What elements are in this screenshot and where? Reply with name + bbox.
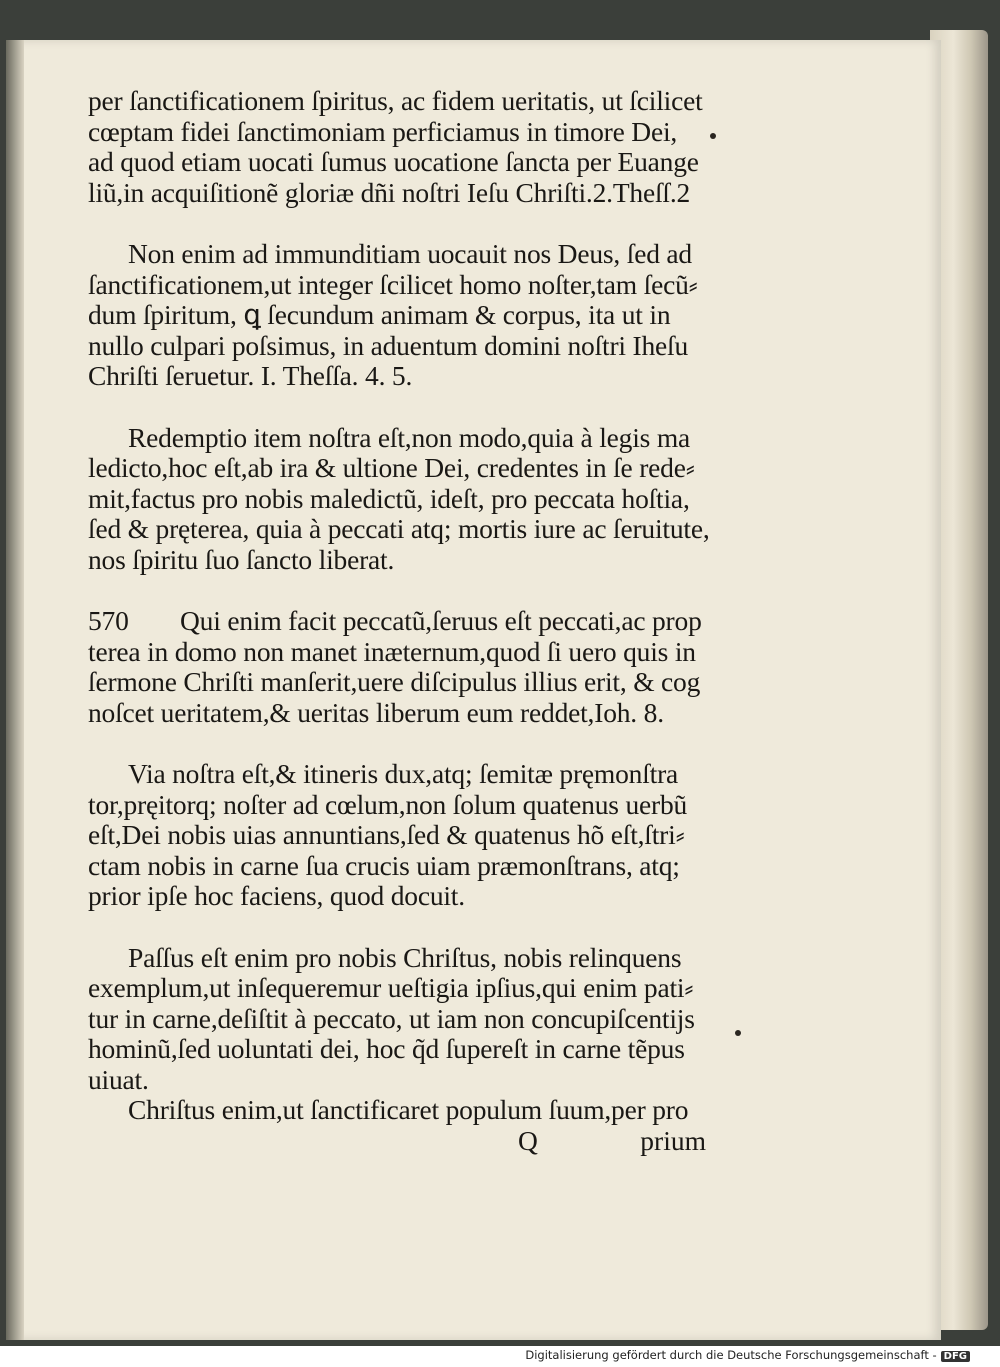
catchword: prium bbox=[640, 1124, 706, 1156]
paragraph-1 bbox=[88, 86, 718, 208]
text-line: exemplum,ut inſequeremur ueſtigia ipſius,qui enim pati⸗ bbox=[88, 972, 694, 1003]
dfg-logo: DFG bbox=[941, 1351, 970, 1362]
text-line: hominũ,ſed uoluntati dei, hoc q̃d ſupereſt in carne tẽpus bbox=[88, 1033, 685, 1064]
paragraph-2 bbox=[88, 239, 718, 392]
text-line: Chriſti ſeruetur. I. Theſſa. 4. 5. bbox=[88, 360, 413, 391]
text-line: mit,factus pro nobis maledictũ, ideſt, pro peccata hoſtia, bbox=[88, 482, 690, 514]
text-line: ſermone Chriſti manſerit,uere diſcipulus illius erit, & cog bbox=[88, 666, 701, 697]
text-line: Via noſtra eſt,& itineris dux,atq; ſemitæ pręmonſtra bbox=[128, 758, 679, 789]
text-line-with-margin-number bbox=[88, 606, 718, 637]
text-line: dum ſpiritum, ꝗ ſecundum animam & corpus, ita ut in bbox=[88, 299, 671, 330]
binding-gutter bbox=[6, 40, 24, 1340]
text-line: noſcet ueritatem,& ueritas liberum eum reddet,Ioh. 8. bbox=[88, 696, 664, 728]
paragraph-7 bbox=[88, 1095, 718, 1126]
text-line: tur in carne,deſiſtit à peccato, ut iam non concupiſcentijs bbox=[88, 1002, 695, 1034]
footer-credit bbox=[525, 1348, 970, 1362]
text-line: ctam nobis in carne ſua crucis uiam præmonſtrans, atq; bbox=[88, 849, 680, 881]
text-line: ledicto,hoc eſt,ab ira & ultione Dei, credentes in ſe rede⸗ bbox=[88, 452, 695, 483]
page-foot-marks bbox=[88, 1126, 718, 1158]
ink-dot bbox=[710, 133, 716, 139]
text-line: Redemptio item noſtra eſt,non modo,quia à legis ma bbox=[128, 421, 691, 453]
text-line: ſed & pręterea, quia à peccati atq; mortis iure ac ſeruitute, bbox=[88, 513, 710, 544]
text-line: nullo culpari poſsimus, in aduentum domini noſtri Iheſu bbox=[88, 329, 689, 361]
text-line: Chriſtus enim,ut ſanctificaret populum ſuum,per pro bbox=[128, 1094, 689, 1125]
margin-number: 570 bbox=[88, 605, 129, 636]
text-line: cœptam fidei ſanctimoniam perficiamus in timore Dei, bbox=[88, 115, 678, 147]
paragraph-6 bbox=[88, 943, 718, 1096]
text-line: ad quod etiam uocati ſumus uocatione ſancta per Euange bbox=[88, 146, 699, 177]
paragraph-3 bbox=[88, 423, 718, 576]
text-line: liũ,in acquiſitionẽ gloriæ dñi noſtri Ieſu Chriſti.2.Theſſ.2 bbox=[88, 176, 691, 208]
text-line: tor,pręitorq; noſter ad cœlum,non ſolum quatenus uerbũ bbox=[88, 788, 688, 820]
text-line: prior ipſe hoc faciens, quod docuit. bbox=[88, 880, 465, 911]
paragraph-4 bbox=[88, 606, 718, 728]
text-line: eſt,Dei nobis uias annuntians,ſed & quatenus hõ eſt,ſtri⸗ bbox=[88, 819, 685, 850]
paragraph-5 bbox=[88, 759, 718, 912]
text-line: Paſſus eſt enim pro nobis Chriſtus, nobis relinquens bbox=[128, 941, 682, 973]
text-line: uiuat. bbox=[88, 1063, 149, 1095]
text-line: ſanctificationem,ut integer ſcilicet homo noſter,tam ſecũ⸗ bbox=[88, 268, 698, 300]
text-line: terea in domo non manet inæternum,quod ſi uero quis in bbox=[88, 635, 696, 667]
ink-dot bbox=[735, 1030, 741, 1036]
text-line: Non enim ad immunditiam uocauit nos Deus, ſed ad bbox=[128, 238, 692, 269]
funding-note: Digitalisierung gefördert durch die Deutsche Forschungsgemeinschaft - bbox=[525, 1348, 937, 1362]
text-line: nos ſpiritu ſuo ſancto liberat. bbox=[88, 543, 395, 575]
digitization-footer bbox=[0, 1346, 1000, 1367]
text-line: Qui enim facit peccatũ,ſeruus eſt peccati,ac prop bbox=[180, 605, 702, 636]
text-line: per ſanctificationem ſpiritus, ac fidem ueritatis, ut ſcilicet bbox=[88, 85, 703, 116]
page-text bbox=[88, 86, 718, 1158]
signature-mark: Q bbox=[518, 1124, 538, 1156]
